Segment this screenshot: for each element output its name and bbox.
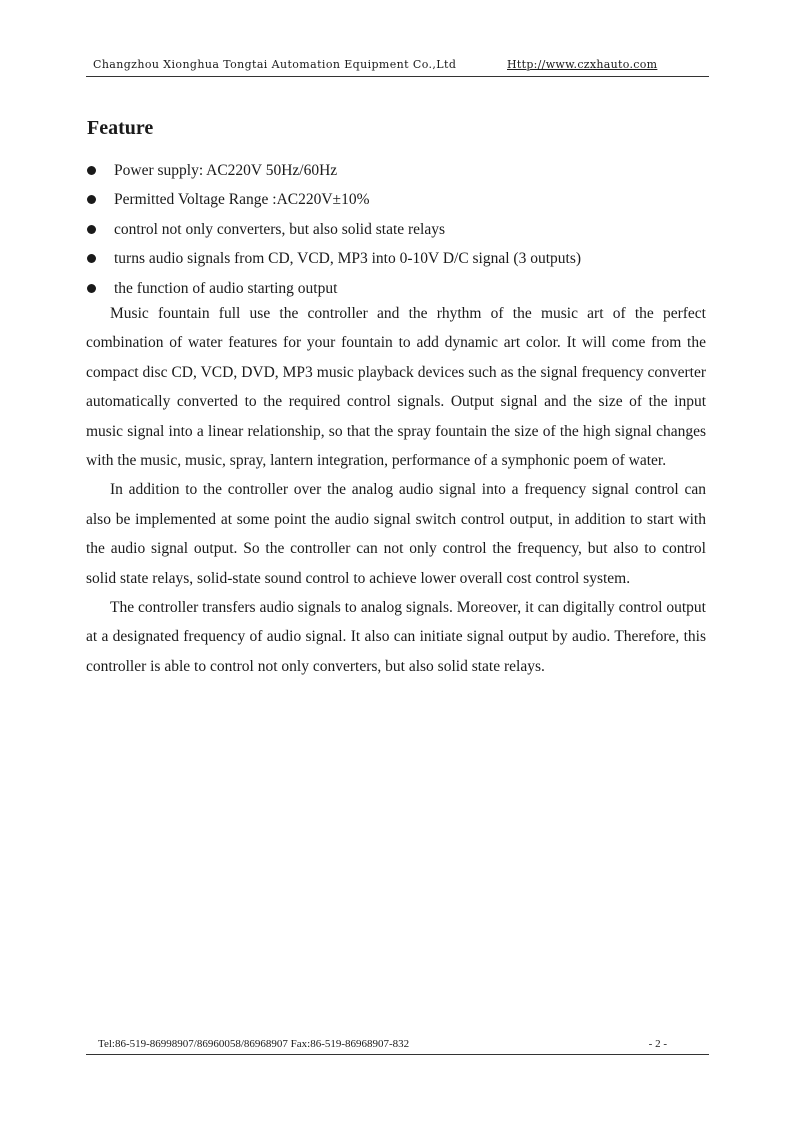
page-number: - 2 - bbox=[648, 1038, 667, 1050]
feature-text: Permitted Voltage Range :AC220V±10% bbox=[114, 191, 370, 209]
bullet-icon bbox=[87, 166, 96, 175]
feature-item bbox=[87, 156, 707, 185]
contact-info: Tel:86-519-86998907/86960058/86968907 Fax:86-519-86968907-832 bbox=[98, 1038, 410, 1050]
feature-text: the function of audio starting output bbox=[114, 279, 338, 297]
feature-text: control not only converters, but also solid state relays bbox=[114, 220, 446, 238]
page-footer bbox=[86, 1038, 709, 1055]
feature-item bbox=[87, 215, 707, 244]
feature-list bbox=[87, 156, 707, 303]
bullet-icon bbox=[87, 254, 96, 263]
page-header bbox=[86, 58, 709, 77]
feature-item bbox=[87, 185, 707, 214]
feature-item bbox=[87, 244, 707, 273]
feature-text: Power supply: AC220V 50Hz/60Hz bbox=[114, 162, 338, 179]
bullet-icon bbox=[87, 195, 96, 204]
company-name: Changzhou Xionghua Tongtai Automation Equipment Co.,Ltd bbox=[93, 58, 457, 71]
paragraph: In addition to the controller over the analog audio signal into a frequency signal control can also be implemented at some point the audio signal switch control output, in addition to start with the audio signal output. So the controller can not only control the frequency, but also to control solid state relays, solid-state sound control to achieve lower overall cost control system. bbox=[86, 481, 706, 587]
body-text bbox=[86, 299, 706, 681]
website-link[interactable]: Http://www.czxhauto.com bbox=[507, 58, 658, 71]
bullet-icon bbox=[87, 225, 96, 234]
feature-text: turns audio signals from CD, VCD, MP3 into 0-10V D/C signal (3 outputs) bbox=[114, 250, 582, 268]
bullet-icon bbox=[87, 284, 96, 293]
paragraph: Music fountain full use the controller and the rhythm of the music art of the perfect combination of water features for your fountain to add dynamic art color. It will come from the compact disc CD, VCD, DVD, MP3 music playback devices such as the signal frequency converter automatically converted to the required control signals. Output signal and the size of the input music signal into a linear relationship, so that the spray fountain the size of the high signal changes with the music, music, spray, lantern integration, performance of a symphonic poem of water. bbox=[86, 305, 706, 470]
paragraph: The controller transfers audio signals to analog signals. Moreover, it can digitally control output at a designated frequency of audio signal. It also can initiate signal output by audio. Therefore, this controller is able to control not only converters, but also solid state relays. bbox=[86, 599, 706, 675]
section-title: Feature bbox=[87, 117, 154, 139]
